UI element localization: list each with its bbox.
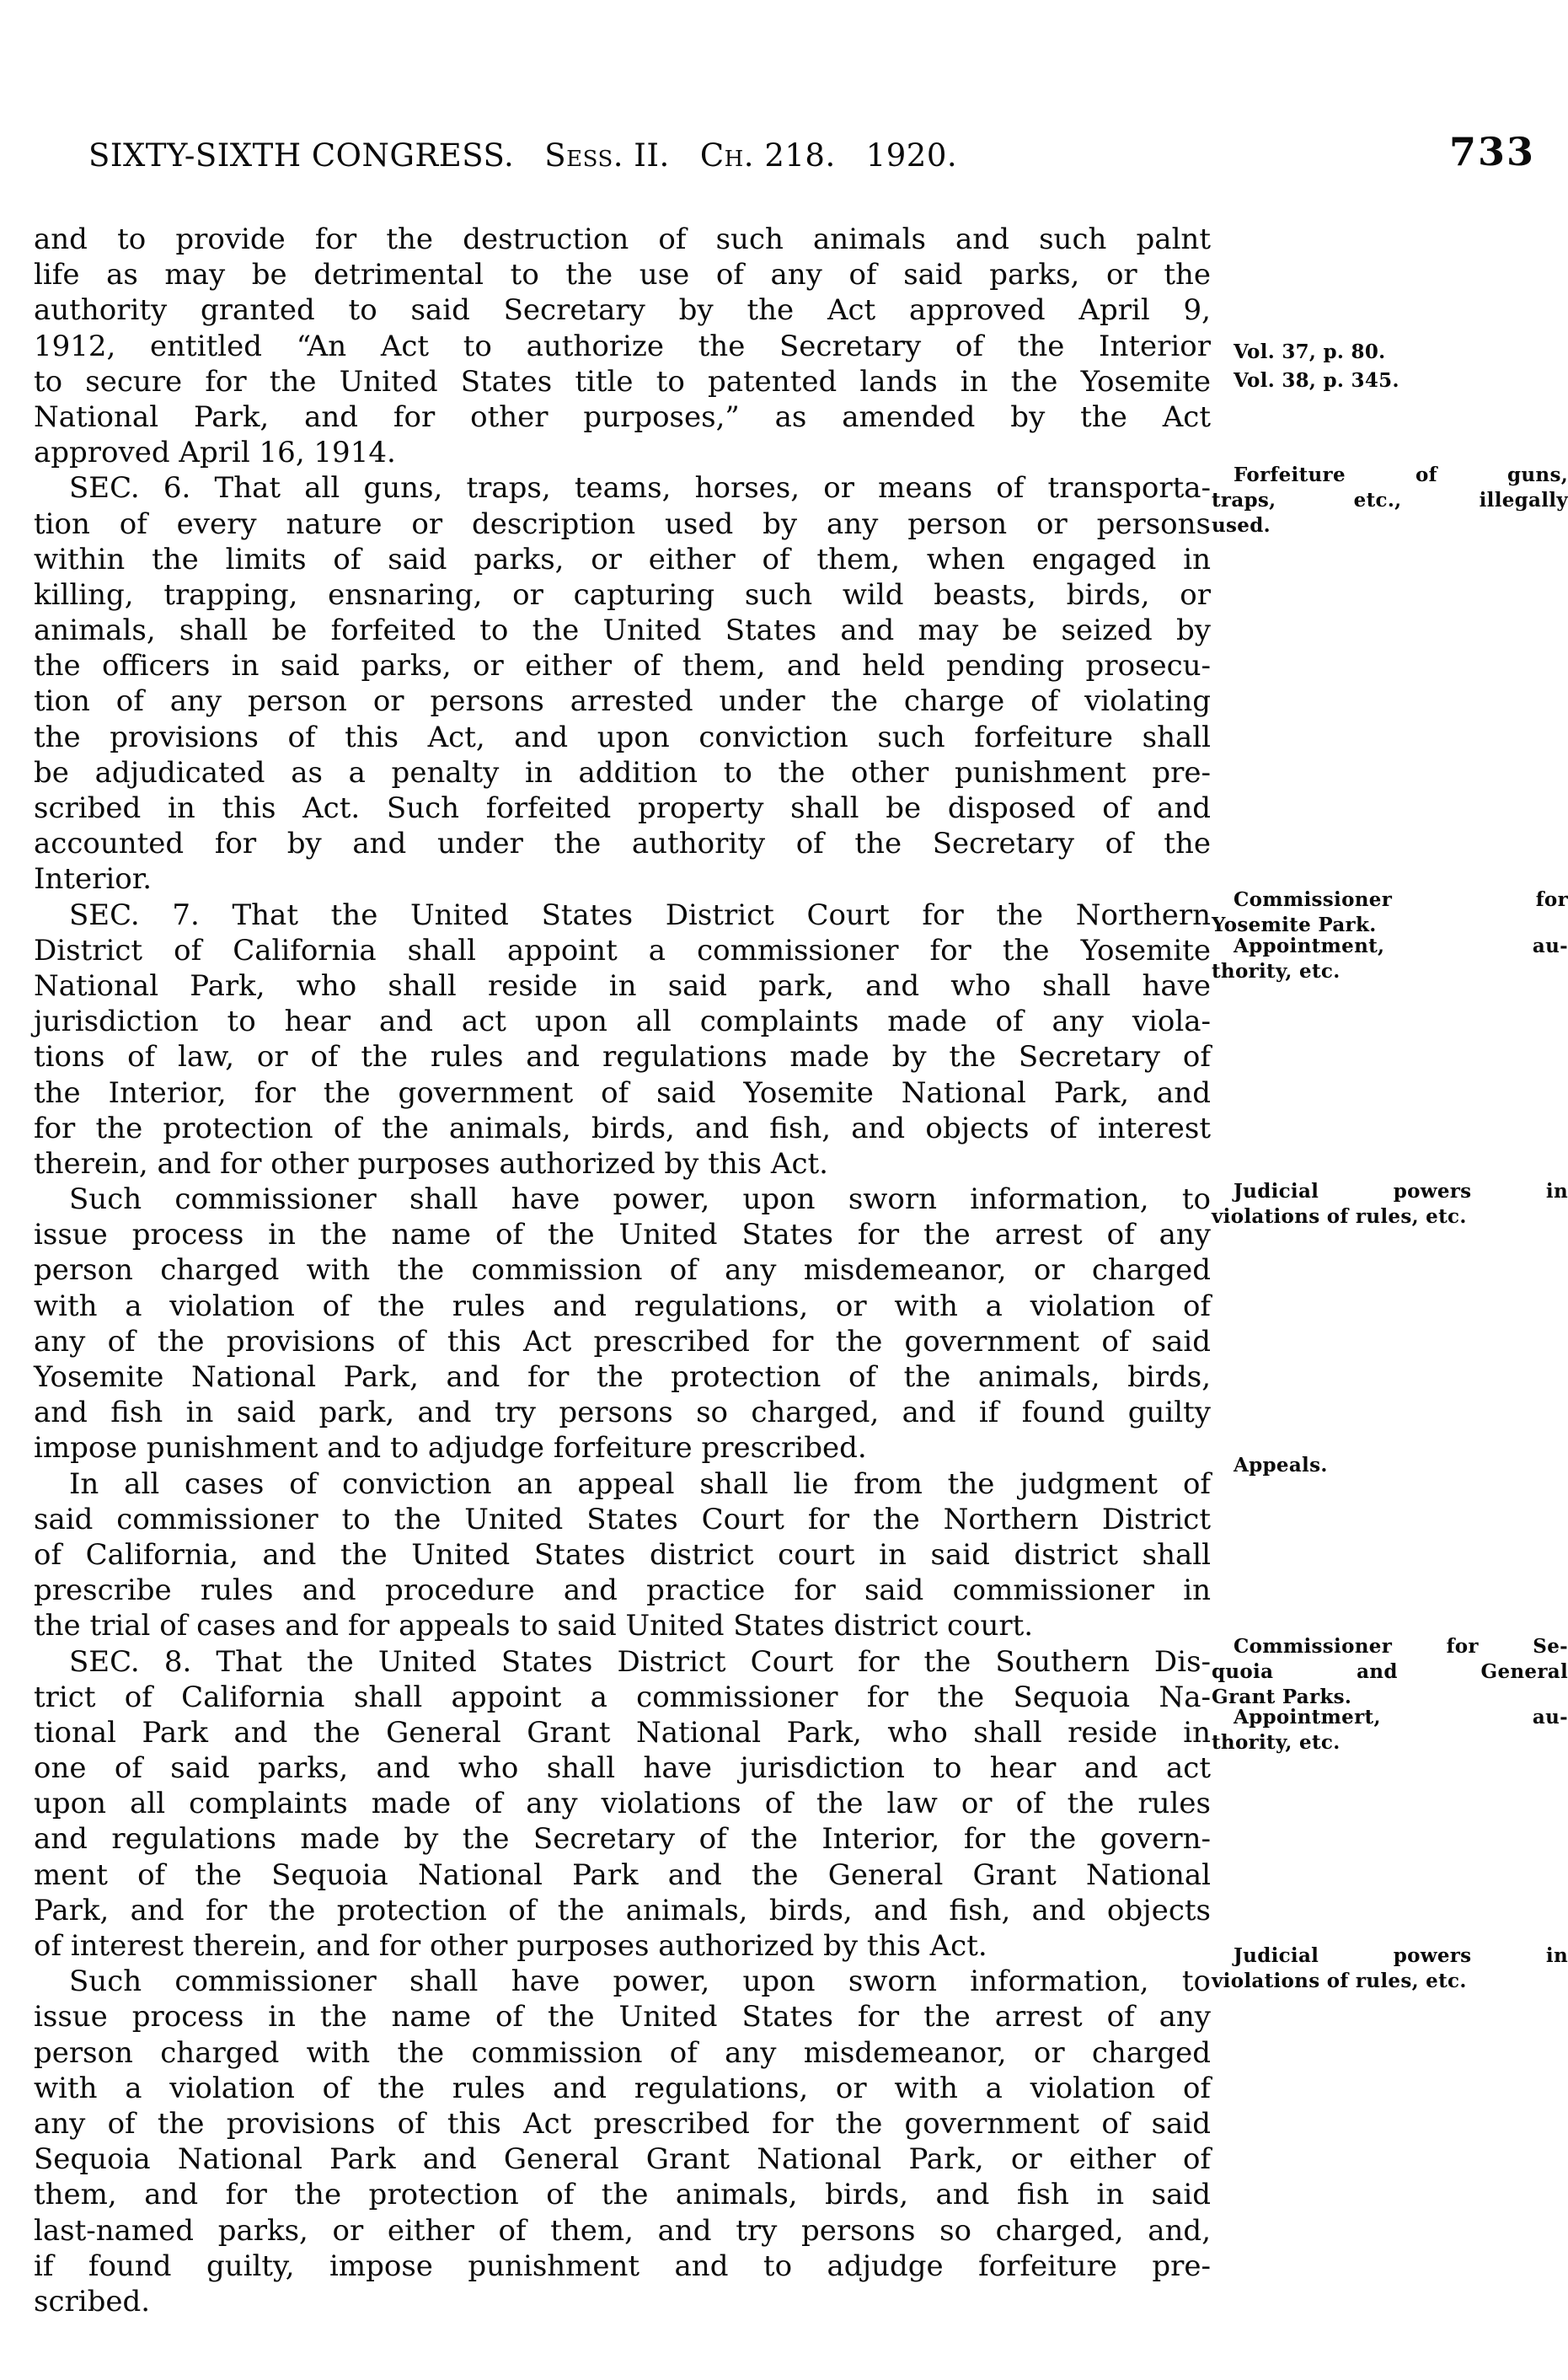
margin-note-line: Judicial powers in bbox=[1234, 1944, 1568, 1968]
body-line: the trial of cases and for appeals to said United States district court. bbox=[34, 1609, 1034, 1643]
body-line: upon all complaints made of any violations of the law or of the rules bbox=[34, 1787, 1211, 1821]
margin-note-line: Yosemite Park. bbox=[1212, 913, 1377, 936]
body-line: person charged with the commission of any misdemeanor, or charged bbox=[34, 2035, 1211, 2070]
body-line: the Interior, for the government of said Yosemite National Park, and bbox=[34, 1075, 1211, 1110]
body-line: with a violation of the rules and regulations, or with a violation of bbox=[34, 1289, 1211, 1323]
body-line: Such commissioner shall have power, upon sworn information, to bbox=[69, 1182, 1211, 1217]
margin-note-line: Commissioner for Se- bbox=[1234, 1635, 1568, 1658]
body-line: tion of any person or persons arrested under the charge of violating bbox=[34, 684, 1211, 719]
body-line: prescribe rules and procedure and practice for said commissioner in bbox=[34, 1573, 1211, 1608]
body-line: SEC. 7. That the United States District Court for the Northern bbox=[69, 898, 1211, 932]
body-line: and fish in said park, and try persons so charged, and if found guilty bbox=[34, 1396, 1211, 1430]
body-line: scribed in this Act. Such forfeited property shall be disposed of and bbox=[34, 791, 1211, 825]
body-line: SEC. 6. That all guns, traps, teams, horses, or means of transporta- bbox=[69, 471, 1211, 506]
margin-note-line: Appointment, au- bbox=[1234, 934, 1568, 957]
body-line: person charged with the commission of any misdemeanor, or charged bbox=[34, 1253, 1211, 1288]
margin-note-line: Grant Parks. bbox=[1212, 1686, 1352, 1708]
margin-note-line: violations of rules, etc. bbox=[1212, 1970, 1467, 1993]
chapter-label: Ch. 218. bbox=[699, 137, 836, 174]
margin-note-line: Vol. 37, p. 80. bbox=[1234, 340, 1386, 363]
body-line: last-named parks, or either of them, and try persons so charged, and, bbox=[34, 2213, 1211, 2248]
margin-note-line: Commissioner for bbox=[1234, 887, 1568, 911]
congress-title: SIXTY-SIXTH CONGRESS. bbox=[88, 137, 515, 174]
body-line: tional Park and the General Grant National Park, who shall reside in bbox=[34, 1715, 1211, 1750]
body-line: National Park, and for other purposes,” as amended by the Act bbox=[34, 399, 1211, 434]
body-line: Yosemite National Park, and for the protection of the animals, birds, bbox=[34, 1360, 1211, 1394]
body-line: the officers in said parks, or either of them, and held pending prosecu- bbox=[34, 649, 1211, 683]
body-line: issue process in the name of the United States for the arrest of any bbox=[34, 2000, 1211, 2034]
body-line: trict of California shall appoint a commissioner for the Sequoia Na- bbox=[34, 1680, 1211, 1714]
body-line: National Park, who shall reside in said park, and who shall have bbox=[34, 968, 1211, 1003]
margin-note bbox=[1212, 934, 1568, 984]
body-line: animals, shall be forfeited to the United States and may be seized by bbox=[34, 614, 1211, 648]
margin-note bbox=[1212, 1943, 1568, 1994]
body-line: accounted for by and under the authority of the Secretary of the bbox=[34, 827, 1211, 861]
margin-note bbox=[1212, 1634, 1568, 1710]
margin-note-line: traps, etc., illegally bbox=[1212, 488, 1568, 512]
running-head bbox=[88, 137, 957, 174]
body-line: and regulations made by the Secretary of the Interior, for the govern- bbox=[34, 1822, 1211, 1857]
body-line: ment of the Sequoia National Park and the General Grant National bbox=[34, 1857, 1211, 1892]
margin-note bbox=[1212, 887, 1568, 938]
body-line: In all cases of conviction an appeal shall lie from the judgment of bbox=[69, 1466, 1211, 1501]
body-line: Sequoia National Park and General Grant National Park, or either of bbox=[34, 2142, 1211, 2177]
body-line: District of California shall appoint a commissioner for the Yosemite bbox=[34, 933, 1211, 968]
margin-note bbox=[1212, 463, 1568, 539]
body-line: of California, and the United States district court in said district shall bbox=[34, 1537, 1211, 1572]
margin-note-line: quoia and General bbox=[1212, 1660, 1568, 1683]
body-line: if found guilty, impose punishment and to adjudge forfeiture pre- bbox=[34, 2249, 1211, 2283]
margin-note-line: thority, etc. bbox=[1212, 1731, 1341, 1755]
margin-note-line: Appointmert, au- bbox=[1234, 1706, 1568, 1729]
margin-note-line: violations of rules, etc. bbox=[1212, 1204, 1467, 1228]
body-line: Park, and for the protection of the animals, birds, and fish, and objects bbox=[34, 1893, 1211, 1927]
margin-note-line: Appeals. bbox=[1234, 1453, 1328, 1477]
body-line: them, and for the protection of the animals, birds, and fish in said bbox=[34, 2178, 1211, 2212]
body-line: authority granted to said Secretary by the Act approved April 9, bbox=[34, 293, 1211, 328]
body-line: within the limits of said parks, or either of them, when engaged in bbox=[34, 542, 1211, 576]
body-line: issue process in the name of the United States for the arrest of any bbox=[34, 1218, 1211, 1252]
margin-note-line: Vol. 38, p. 345. bbox=[1234, 368, 1399, 392]
body-line: be adjudicated as a penalty in addition to the other punishment pre- bbox=[34, 755, 1211, 790]
margin-note bbox=[1212, 368, 1568, 394]
body-line: impose punishment and to adjudge forfeiture prescribed. bbox=[34, 1431, 867, 1466]
year-label: 1920. bbox=[865, 137, 958, 174]
body-line: of interest therein, and for other purposes authorized by this Act. bbox=[34, 1929, 987, 1963]
page-number: 733 bbox=[1448, 129, 1535, 174]
body-line: any of the provisions of this Act prescribed for the government of said bbox=[34, 2106, 1211, 2141]
body-line: for the protection of the animals, birds, and fish, and objects of interest bbox=[34, 1111, 1211, 1145]
margin-note-line: used. bbox=[1212, 513, 1271, 537]
session-label: Sess. II. bbox=[544, 137, 670, 174]
body-line: Interior. bbox=[34, 862, 153, 897]
body-line: to secure for the United States title to patented lands in the Yosemite bbox=[34, 364, 1211, 399]
body-line: and to provide for the destruction of such animals and such palnt bbox=[34, 222, 1211, 256]
body-line: approved April 16, 1914. bbox=[34, 436, 396, 470]
body-line: Such commissioner shall have power, upon sworn information, to bbox=[69, 1965, 1211, 1999]
body-line: the provisions of this Act, and upon conviction such forfeiture shall bbox=[34, 720, 1211, 754]
body-line: therein, and for other purposes authorized by this Act. bbox=[34, 1146, 828, 1181]
body-line: tion of every nature or description used by any person or persons bbox=[34, 507, 1211, 541]
margin-note-line: thority, etc. bbox=[1212, 959, 1341, 983]
body-line: one of said parks, and who shall have jurisdiction to hear and act bbox=[34, 1751, 1211, 1786]
body-line: said commissioner to the United States Court for the Northern District bbox=[34, 1502, 1211, 1536]
body-line: any of the provisions of this Act prescribed for the government of said bbox=[34, 1324, 1211, 1359]
body-line: killing, trapping, ensnaring, or capturing such wild beasts, birds, or bbox=[34, 577, 1211, 612]
margin-note bbox=[1212, 1179, 1568, 1230]
body-line: 1912, entitled “An Act to authorize the Secretary of the Interior bbox=[34, 329, 1211, 363]
body-line: SEC. 8. That the United States District Court for the Southern Dis- bbox=[69, 1644, 1211, 1679]
body-line: scribed. bbox=[34, 2284, 151, 2318]
statute-body bbox=[34, 222, 1211, 2319]
margin-note bbox=[1212, 1705, 1568, 1756]
margin-notes-column bbox=[1212, 0, 1568, 2380]
body-line: tions of law, or of the rules and regulations made by the Secretary of bbox=[34, 1040, 1211, 1075]
body-line: life as may be detrimental to the use of any of said parks, or the bbox=[34, 258, 1211, 292]
margin-note-line: Forfeiture of guns, bbox=[1234, 463, 1568, 486]
body-line: with a violation of the rules and regulations, or with a violation of bbox=[34, 2071, 1211, 2105]
body-line: jurisdiction to hear and act upon all complaints made of any viola- bbox=[34, 1005, 1211, 1039]
margin-note-line: Judicial powers in bbox=[1234, 1179, 1568, 1203]
margin-note bbox=[1212, 1453, 1568, 1478]
margin-note bbox=[1212, 340, 1568, 365]
